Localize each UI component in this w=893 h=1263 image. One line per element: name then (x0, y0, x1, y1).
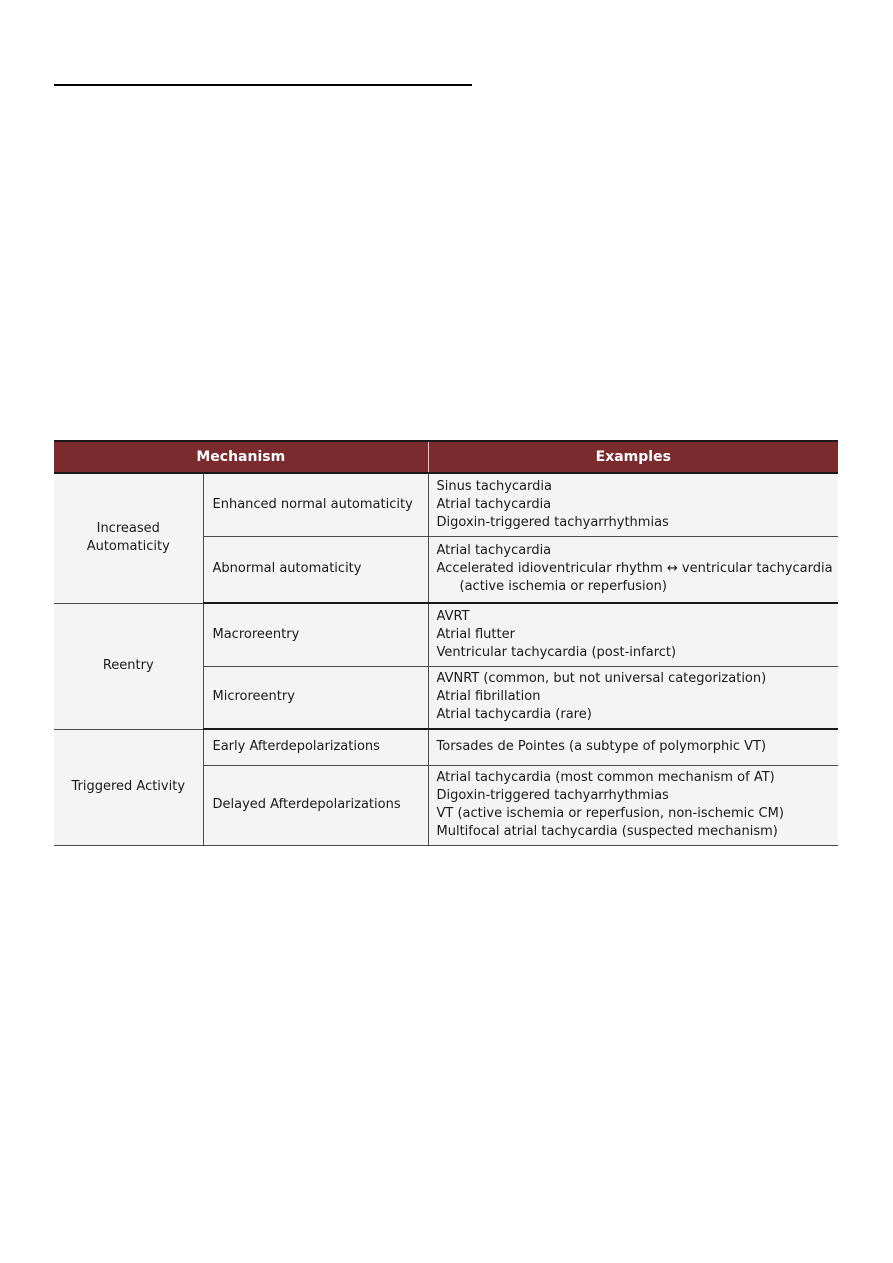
submechanism-microreentry: Microreentry (203, 666, 428, 729)
examples-cell: AVNRT (common, but not universal categorization) Atrial fibrillation Atrial tachycardia (rare) (428, 666, 838, 729)
examples-cell: Torsades de Pointes (a subtype of polymorphic VT) (428, 729, 838, 765)
examples-cell: AVRT Atrial flutter Ventricular tachycardia (post-infarct) (428, 603, 838, 666)
top-horizontal-rule (54, 84, 472, 86)
submechanism-enhanced-normal-automaticity: Enhanced normal automaticity (203, 473, 428, 536)
category-increased-automaticity: Increased Automaticity (54, 473, 203, 603)
examples-cell: Atrial tachycardia (most common mechanism of AT) Digoxin-triggered tachyarrhythmias VT (active ischemia or reperfusion, non-ischemic CM) Multifocal atrial tachycardia (suspected mechanism) (428, 765, 838, 845)
arrhythmia-mechanism-table (54, 440, 838, 846)
examples-cell: Atrial tachycardia Accelerated idioventricular rhythm ↔ ventricular tachycardia (active ischemia or reperfusion) (428, 536, 838, 603)
category-reentry: Reentry (54, 603, 203, 729)
table-row (54, 603, 838, 666)
header-mechanism: Mechanism (54, 441, 428, 473)
table-row (54, 729, 838, 765)
table-header-row (54, 441, 838, 473)
examples-cell: Sinus tachycardia Atrial tachycardia Digoxin-triggered tachyarrhythmias (428, 473, 838, 536)
table-row (54, 473, 838, 536)
category-triggered-activity: Triggered Activity (54, 729, 203, 845)
submechanism-early-afterdepolarizations: Early Afterdepolarizations (203, 729, 428, 765)
submechanism-macroreentry: Macroreentry (203, 603, 428, 666)
submechanism-delayed-afterdepolarizations: Delayed Afterdepolarizations (203, 765, 428, 845)
submechanism-abnormal-automaticity: Abnormal automaticity (203, 536, 428, 603)
header-examples: Examples (428, 441, 838, 473)
